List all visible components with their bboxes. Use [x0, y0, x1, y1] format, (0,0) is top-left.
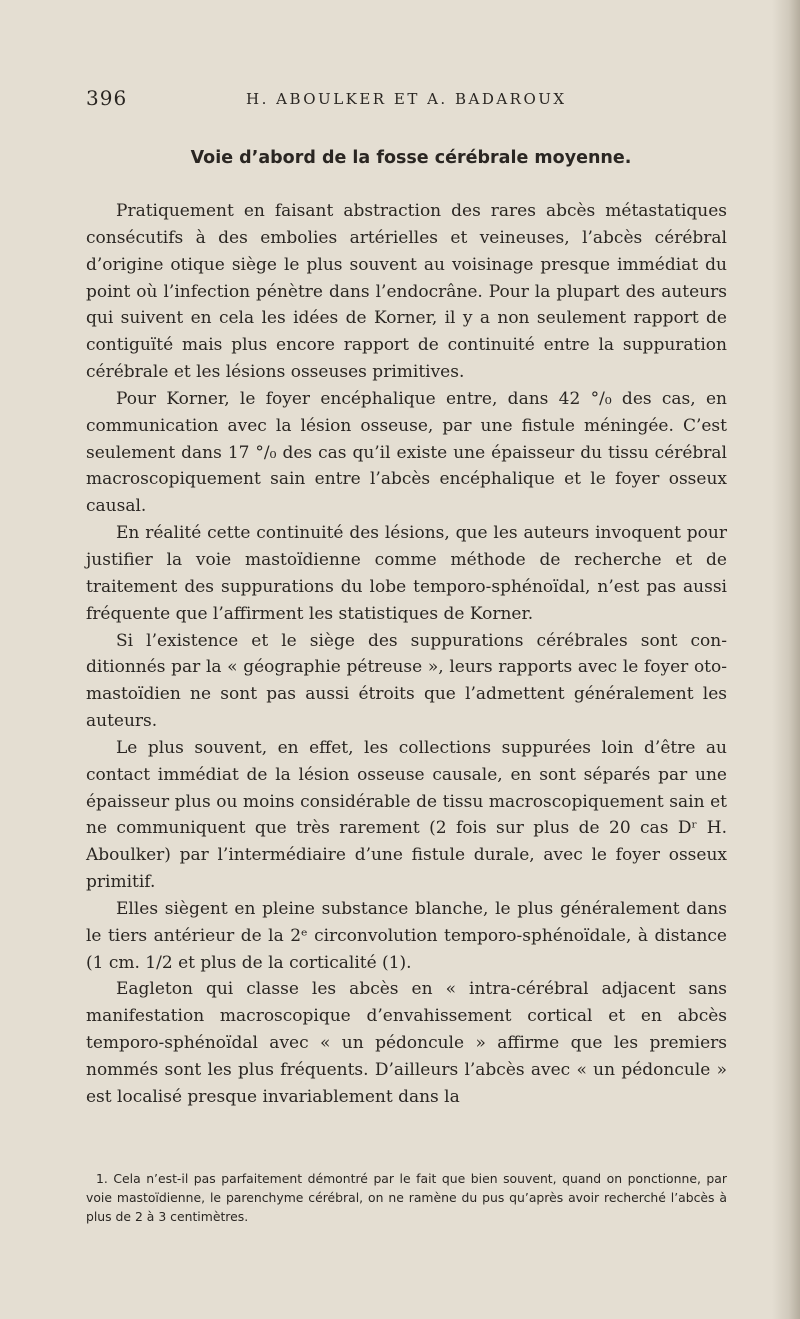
footnote: 1. Cela n’est-il pas parfaitement démontré par le fait que bien souvent, quand on ponctionne, par voie mastoïdienne, le parenchyme cérébral, on ne ramène du pus qu’après avoir recherché l’abcès à plus de 2 à 3 centimètres.: [86, 1171, 727, 1224]
paragraph: Pour Korner, le foyer encéphalique entre, dans 42 °/₀ des cas, en communication avec la lésion osseuse, par une fistule méningée. C’est seulement dans 17 °/₀ des cas qu’il existe une épaisseur du tissu cérébral macroscopiquement sain entre l’abcès encéphalique et le foyer osseux causal.: [86, 388, 727, 517]
paragraph: Pratiquement en faisant abstraction des rares abcès métastatiques consécutifs à des embolies artérielles et veineuses, l’abcès cérébral d’origine otique siège le plus souvent au voisinage presque immédiat du point où l’infection pénètre dans l’endocrâne. Pour la plupart des auteurs qui suivent en cela les idées de Korner, il y a non seulement rapport de contiguïté mais plus encore rapport de continuité entre la suppuration cérébrale et les lésions osseuses primitives.: [86, 201, 727, 383]
page-edge-shadow: [772, 0, 800, 1319]
paragraph: Le plus souvent, en effet, les collections suppurées loin d’être au contact immédiat de la lésion osseuse causale, en sont séparés par une épaisseur plus ou moins considérable de tissu macroscopiquement sain et ne communiquent que très rarement (2 fois sur plus de 20 cas Dʳ H. Aboulker) par l’intermédiaire d’une fistule durale, avec le foyer osseux primitif.: [86, 737, 727, 893]
paragraph: Elles siègent en pleine substance blanche, le plus généralement dans le tiers antérieur de la 2ᵉ circonvolution temporo-sphénoïdale, à distance (1 cm. 1/2 et plus de la corticalité (1).: [86, 898, 727, 973]
page-header: [86, 86, 726, 116]
paragraph: En réalité cette continuité des lésions, que les auteurs invoquent pour justifier la voie mastoïdienne comme méthode de recherche et de traitement des suppurations du lobe temporo-sphénoïdal, n’est pas aussi fréquente que l’affirment les statistiques de Korner.: [86, 523, 727, 624]
body-text: [86, 198, 727, 1111]
section-title: Voie d’abord de la fosse cérébrale moyenne.: [190, 148, 632, 168]
page-number: 396: [86, 86, 128, 110]
running-head: H. ABOULKER ET A. BADAROUX: [246, 90, 567, 108]
paragraph: Si l’existence et le siège des suppurations cérébrales sont conditionnés par la « géographie pétreuse », leurs rapports avec le foyer oto-mastoïdien ne sont pas aussi étroits que l’admettent généralement les auteurs.: [86, 630, 727, 732]
paragraph: Eagleton qui classe les abcès en « intra-cérébral adjacent sans manifestation macroscopique d’envahissement cortical et en abcès temporo-sphénoïdal avec « un pédoncule » affirme que les premiers nommés sont les plus fréquents. D’ailleurs l’abcès avec « un pédoncule » est localisé presque invariablement dans la: [86, 979, 727, 1107]
